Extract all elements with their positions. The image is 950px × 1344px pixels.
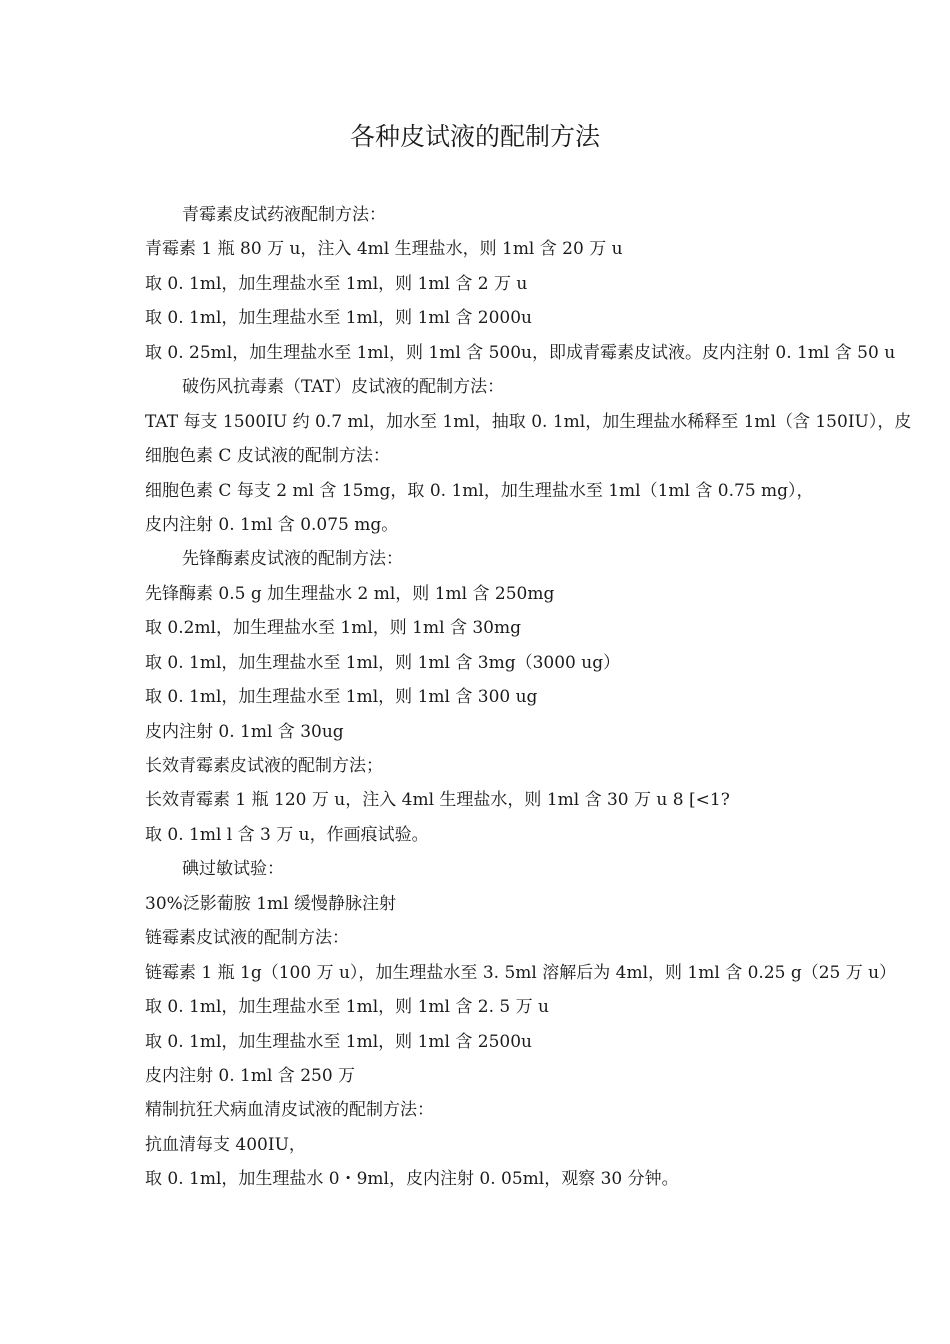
text-line: 先锋酶素 0.5 g 加生理盐水 2 ml，则 1ml 含 250mg [145, 583, 555, 604]
text-line: 取 0. 1ml，加生理盐水至 1ml，则 1ml 含 2. 5 万 u [145, 997, 549, 1018]
text-line: 取 0. 1ml，加生理盐水至 1ml，则 1ml 含 2500u [145, 1031, 532, 1052]
text-line: 30%泛影葡胺 1ml 缓慢静脉注射 [145, 893, 396, 914]
text-line: 取 0. 1ml，加生理盐水至 1ml，则 1ml 含 3mg（3000 ug） [145, 652, 621, 673]
section-heading: 先锋酶素皮试液的配制方法： [182, 549, 403, 570]
document-body [145, 198, 950, 1197]
text-line: TAT 每支 1500IU 约 0.7 ml，加水至 1ml，抽取 0. 1ml，加生理盐水稀释至 1ml（含 150IU），皮 [145, 411, 912, 432]
text-line: 皮内注射 0. 1ml 含 30ug [145, 721, 344, 742]
text-line: 取 0. 1ml，加生理盐水至 1ml，则 1ml 含 2000u [145, 308, 532, 329]
text-line: 细胞色素 C 皮试液的配制方法： [145, 446, 390, 467]
section-heading: 碘过敏试验： [182, 859, 284, 880]
text-line: 取 0. 1ml，加生理盐水 0・9ml，皮内注射 0. 05ml，观察 30 分钟。 [145, 1169, 679, 1190]
text-line: 皮内注射 0. 1ml 含 0.075 mg。 [145, 514, 399, 535]
text-line: 长效青霉素皮试液的配制方法； [145, 756, 383, 776]
text-line: 链霉素皮试液的配制方法： [145, 928, 349, 949]
text-line: 皮内注射 0. 1ml 含 250 万 [145, 1065, 356, 1086]
text-line: 精制抗狂犬病血清皮试液的配制方法： [145, 1100, 434, 1121]
text-line: 取 0. 25ml，加生理盐水至 1ml，则 1ml 含 500u，即成青霉素皮试液。皮内注射 0. 1ml 含 50 u [145, 342, 896, 363]
text-line: 链霉素 1 瓶 1g（100 万 u），加生理盐水至 3. 5ml 溶解后为 4ml，则 1ml 含 0.25 g（25 万 u） [145, 962, 897, 983]
section-heading: 破伤风抗毒素（TAT）皮试液的配制方法： [182, 377, 505, 398]
text-line: 细胞色素 C 每支 2 ml 含 15mg，取 0. 1ml，加生理盐水至 1ml（1ml 含 0.75 mg）， [145, 480, 814, 501]
text-line: 取 0. 1ml l 含 3 万 u，作画痕试验。 [145, 824, 429, 845]
document-title: 各种皮试液的配制方法 [349, 122, 600, 151]
text-line: 青霉素 1 瓶 80 万 u，注入 4ml 生理盐水，则 1ml 含 20 万 u [145, 239, 623, 260]
section-heading: 青霉素皮试药液配制方法： [182, 205, 386, 225]
text-line: 取 0. 1ml，加生理盐水至 1ml，则 1ml 含 300 ug [145, 687, 538, 708]
text-line: 取 0.2ml，加生理盐水至 1ml，则 1ml 含 30mg [145, 618, 521, 639]
text-line: 抗血清每支 400IU， [145, 1134, 306, 1155]
text-line: 长效青霉素 1 瓶 120 万 u，注入 4ml 生理盐水，则 1ml 含 30 万 u 8 [<1? [145, 790, 730, 811]
text-line: 取 0. 1ml，加生理盐水至 1ml，则 1ml 含 2 万 u [145, 273, 528, 294]
